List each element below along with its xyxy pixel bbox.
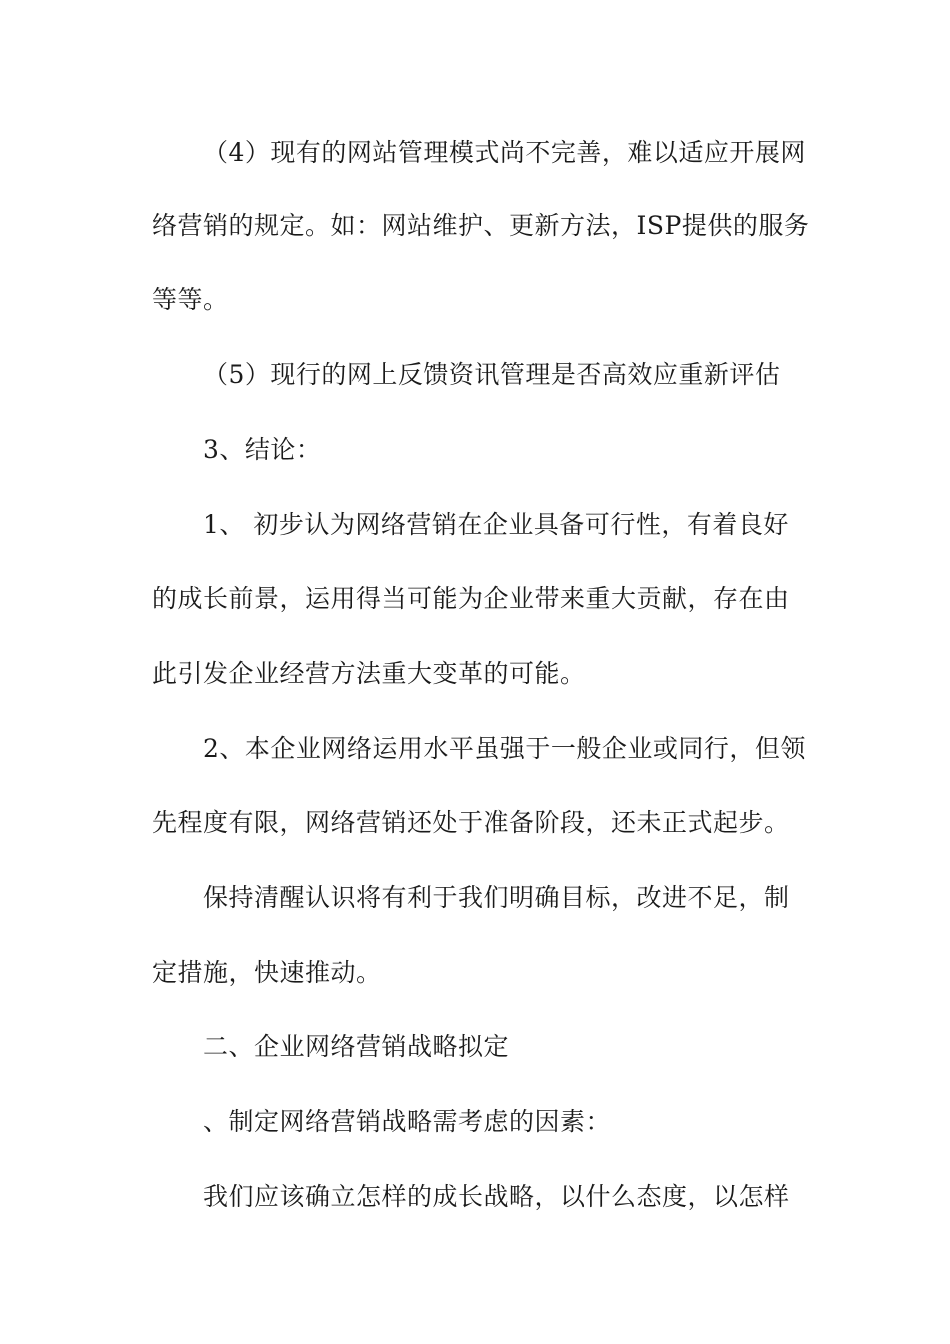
paragraph-line: 等等。: [152, 285, 229, 314]
section-heading: 3、结论：: [203, 435, 322, 464]
subsection-heading: 、制定网络营销战略需考虑的因素：: [203, 1107, 612, 1136]
paragraph-line: （4）现有的网站管理模式尚不完善，难以适应开展网: [203, 138, 806, 167]
paragraph-line: 我们应该确立怎样的成长战略，以什么态度，以怎样: [203, 1182, 790, 1211]
paragraph-line: 此引发企业经营方法重大变革的可能。: [152, 659, 586, 688]
paragraph-line: 的成长前景，运用得当可能为企业带来重大贡献，存在由: [152, 584, 790, 613]
paragraph-line: 2、本企业网络运用水平虽强于一般企业或同行，但领: [203, 734, 806, 763]
paragraph-line: 络营销的规定。如：网站维护、更新方法，ISP提供的服务: [152, 211, 810, 240]
paragraph-line: 定措施，快速推动。: [152, 958, 382, 987]
paragraph-line: （5）现行的网上反馈资讯管理是否高效应重新评估: [203, 360, 781, 389]
paragraph-line: 1、 初步认为网络营销在企业具备可行性，有着良好: [203, 510, 789, 539]
section-heading: 二、企业网络营销战略拟定: [203, 1032, 510, 1061]
paragraph-line: 保持清醒认识将有利于我们明确目标，改进不足，制: [203, 883, 790, 912]
paragraph-line: 先程度有限，网络营销还处于准备阶段，还未正式起步。: [152, 808, 790, 837]
